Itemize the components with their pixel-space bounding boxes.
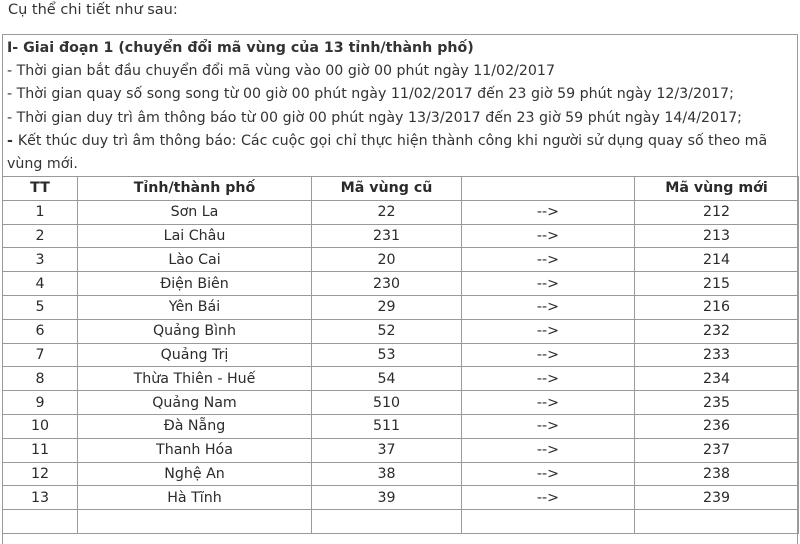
cell-tt: 9 [3, 391, 78, 415]
cell-tt: 11 [3, 438, 78, 462]
note-line-last [7, 130, 797, 176]
cell-old-code: 20 [312, 248, 462, 272]
cell-arrow: --> [462, 391, 635, 415]
cell-tt: 3 [3, 248, 78, 272]
cell-old-code: 231 [312, 224, 462, 248]
cell-new-code: 214 [635, 248, 799, 272]
empty-cell [462, 510, 635, 534]
cell-new-code: 213 [635, 224, 799, 248]
cell-province: Đà Nẵng [78, 414, 312, 438]
col-header-arrow [462, 177, 635, 201]
cell-tt: 2 [3, 224, 78, 248]
phase-heading: I- Giai đoạn 1 (chuyển đổi mã vùng của 13 tỉnh/thành phố) [7, 40, 474, 56]
table-row [3, 272, 799, 296]
cell-new-code: 239 [635, 486, 799, 510]
cell-tt: 13 [3, 486, 78, 510]
table-row [3, 295, 799, 319]
cell-old-code: 54 [312, 367, 462, 391]
empty-cell [635, 510, 799, 534]
cell-old-code: 230 [312, 272, 462, 296]
table-row [3, 414, 799, 438]
table-header-row [3, 177, 799, 201]
cell-tt: 1 [3, 200, 78, 224]
cell-old-code: 37 [312, 438, 462, 462]
table-row [3, 486, 799, 510]
cell-arrow: --> [462, 438, 635, 462]
cell-tt: 6 [3, 319, 78, 343]
table-row [3, 248, 799, 272]
cell-old-code: 38 [312, 462, 462, 486]
cell-new-code: 233 [635, 343, 799, 367]
table-row [3, 200, 799, 224]
cell-province: Điện Biên [78, 272, 312, 296]
phase-notes [3, 35, 797, 176]
cell-province: Lào Cai [78, 248, 312, 272]
cell-province: Nghệ An [78, 462, 312, 486]
cell-arrow: --> [462, 295, 635, 319]
cell-old-code: 22 [312, 200, 462, 224]
cell-arrow: --> [462, 224, 635, 248]
col-header-new-code: Mã vùng mới [635, 177, 799, 201]
cell-new-code: 216 [635, 295, 799, 319]
note-text: Kết thúc duy trì âm thông báo: Các cuộc gọi chỉ thực hiện thành công khi người sử dụng quay số theo mã vùng mới. [7, 132, 768, 173]
cell-tt: 7 [3, 343, 78, 367]
cell-new-code: 236 [635, 414, 799, 438]
note-line: - Thời gian duy trì âm thông báo từ 00 giờ 00 phút ngày 13/3/2017 đến 23 giờ 59 phút ngày 14/4/2017; [7, 109, 742, 126]
table-row [3, 438, 799, 462]
cell-province: Sơn La [78, 200, 312, 224]
cell-tt: 4 [3, 272, 78, 296]
cell-province: Thừa Thiên - Huế [78, 367, 312, 391]
cell-old-code: 52 [312, 319, 462, 343]
cell-arrow: --> [462, 486, 635, 510]
cell-arrow: --> [462, 248, 635, 272]
table-row [3, 224, 799, 248]
cell-arrow: --> [462, 319, 635, 343]
cell-old-code: 510 [312, 391, 462, 415]
note-line: - Thời gian quay số song song từ 00 giờ 00 phút ngày 11/02/2017 đến 23 giờ 59 phút ngày 12/3/2017; [7, 86, 734, 103]
table-row [3, 462, 799, 486]
cell-province: Quảng Nam [78, 391, 312, 415]
note-line: - Thời gian bắt đầu chuyển đổi mã vùng vào 00 giờ 00 phút ngày 11/02/2017 [7, 63, 555, 80]
cell-province: Thanh Hóa [78, 438, 312, 462]
cell-arrow: --> [462, 272, 635, 296]
table-row [3, 343, 799, 367]
cell-new-code: 237 [635, 438, 799, 462]
intro-text: Cụ thể chi tiết như sau: [8, 2, 178, 18]
cell-old-code: 29 [312, 295, 462, 319]
table-body [3, 200, 799, 533]
col-header-tt: TT [3, 177, 78, 201]
cell-old-code: 39 [312, 486, 462, 510]
cell-new-code: 232 [635, 319, 799, 343]
empty-cell [3, 510, 78, 534]
col-header-old-code: Mã vùng cũ [312, 177, 462, 201]
cell-arrow: --> [462, 414, 635, 438]
content-panel [2, 34, 798, 544]
table-row [3, 367, 799, 391]
note-bullet: - [7, 132, 18, 149]
cell-old-code: 511 [312, 414, 462, 438]
cell-arrow: --> [462, 462, 635, 486]
table-empty-row [3, 510, 799, 534]
cell-province: Quảng Trị [78, 343, 312, 367]
cell-arrow: --> [462, 343, 635, 367]
cell-arrow: --> [462, 200, 635, 224]
cell-province: Quảng Bình [78, 319, 312, 343]
cell-province: Hà Tĩnh [78, 486, 312, 510]
cell-tt: 10 [3, 414, 78, 438]
cell-new-code: 215 [635, 272, 799, 296]
table-row [3, 319, 799, 343]
cell-arrow: --> [462, 367, 635, 391]
cell-tt: 5 [3, 295, 78, 319]
cell-new-code: 212 [635, 200, 799, 224]
cell-new-code: 235 [635, 391, 799, 415]
area-code-table [2, 176, 799, 534]
cell-new-code: 238 [635, 462, 799, 486]
cell-tt: 12 [3, 462, 78, 486]
cell-province: Yên Bái [78, 295, 312, 319]
col-header-province: Tỉnh/thành phố [78, 177, 312, 201]
empty-cell [312, 510, 462, 534]
empty-cell [78, 510, 312, 534]
cell-old-code: 53 [312, 343, 462, 367]
cell-new-code: 234 [635, 367, 799, 391]
cell-province: Lai Châu [78, 224, 312, 248]
cell-tt: 8 [3, 367, 78, 391]
table-row [3, 391, 799, 415]
